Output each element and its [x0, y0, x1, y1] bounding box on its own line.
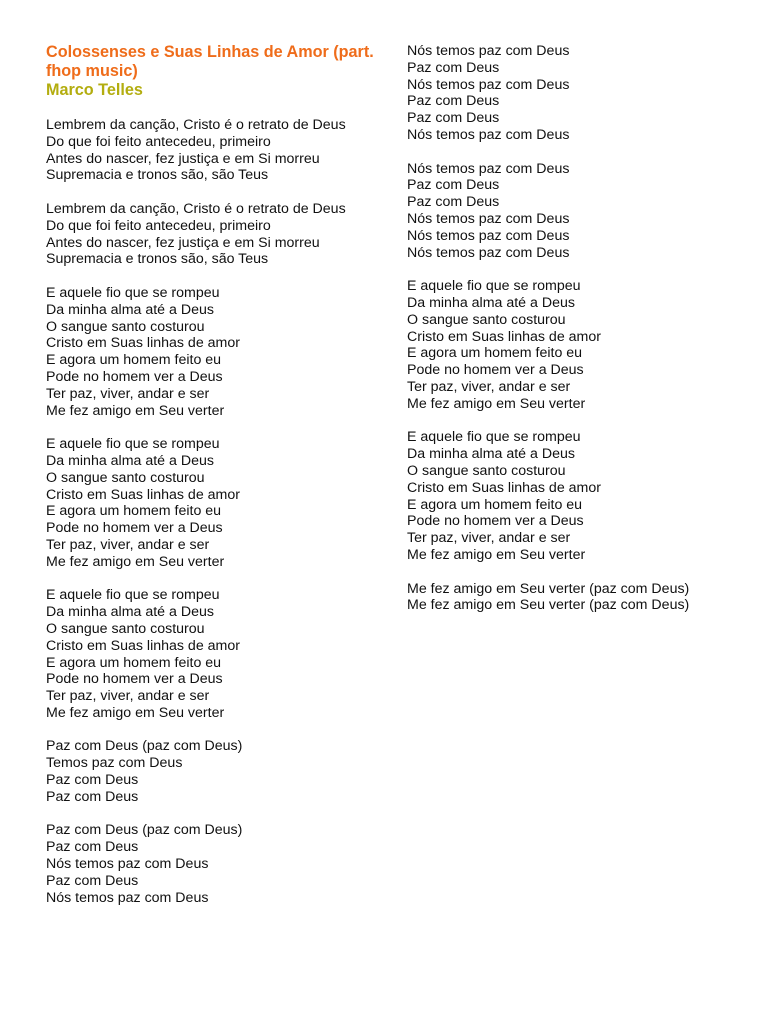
lyric-line: Paz com Deus: [46, 772, 139, 789]
lyric-line: Da minha alma até a Deus: [407, 446, 575, 463]
artist-name: Marco Telles: [46, 81, 143, 99]
lyric-stanza: [407, 278, 747, 412]
lyric-line: Paz com Deus: [46, 872, 139, 889]
left-column: [46, 43, 386, 923]
lyric-line: Da minha alma até a Deus: [46, 301, 214, 318]
lyric-line: Paz com Deus: [407, 194, 500, 211]
lyric-line: Da minha alma até a Deus: [46, 452, 214, 469]
lyric-line: E aquele fio que se rompeu: [407, 278, 581, 295]
lyric-line: Cristo em Suas linhas de amor: [46, 486, 240, 503]
lyric-line: Paz com Deus: [407, 110, 500, 127]
lyric-line: Antes do nascer, fez justiça e em Si morreu: [46, 234, 320, 251]
left-stanzas: [46, 117, 386, 906]
lyric-line: Me fez amigo em Seu verter: [46, 402, 225, 419]
lyric-stanza: [46, 201, 386, 268]
lyric-line: Paz com Deus: [46, 788, 139, 805]
lyric-stanza: [46, 738, 386, 805]
lyric-line: Lembrem da canção, Cristo é o retrato de Deus: [46, 200, 346, 217]
lyric-line: Cristo em Suas linhas de amor: [407, 328, 601, 345]
lyric-line: E agora um homem feito eu: [46, 352, 222, 369]
lyric-line: Paz com Deus: [46, 839, 139, 856]
lyric-line: E agora um homem feito eu: [46, 654, 222, 671]
lyric-stanza: [46, 117, 386, 184]
lyric-line: E agora um homem feito eu: [407, 345, 583, 362]
lyric-line: Cristo em Suas linhas de amor: [407, 479, 601, 496]
lyric-stanza: [407, 581, 747, 615]
lyric-line: O sangue santo costurou: [46, 469, 205, 486]
lyric-stanza: [407, 43, 747, 144]
lyric-line: E agora um homem feito eu: [46, 503, 222, 520]
lyric-line: Nós temos paz com Deus: [407, 227, 570, 244]
lyric-line: Paz com Deus (paz com Deus): [46, 738, 243, 755]
lyric-line: Da minha alma até a Deus: [407, 294, 575, 311]
right-column: [407, 43, 747, 631]
song-title: Colossenses e Suas Linhas de Amor (part. fhop music): [46, 43, 374, 80]
lyric-line: Do que foi feito antecedeu, primeiro: [46, 217, 271, 234]
lyric-line: E agora um homem feito eu: [407, 496, 583, 513]
lyric-line: Nós temos paz com Deus: [407, 210, 570, 227]
lyric-line: Nós temos paz com Deus: [407, 43, 570, 59]
lyric-line: Ter paz, viver, andar e ser: [407, 530, 571, 547]
lyric-line: Me fez amigo em Seu verter: [46, 553, 225, 570]
lyric-line: Temos paz com Deus: [46, 755, 183, 772]
lyric-line: Nós temos paz com Deus: [46, 889, 209, 906]
right-stanzas: [407, 43, 747, 614]
lyric-line: Ter paz, viver, andar e ser: [46, 385, 210, 402]
lyric-line: Cristo em Suas linhas de amor: [46, 637, 240, 654]
lyric-line: E aquele fio que se rompeu: [46, 284, 220, 301]
lyric-line: Ter paz, viver, andar e ser: [46, 688, 210, 705]
lyric-line: Antes do nascer, fez justiça e em Si morreu: [46, 150, 320, 167]
lyric-line: O sangue santo costurou: [407, 311, 566, 328]
lyric-line: Do que foi feito antecedeu, primeiro: [46, 133, 271, 150]
lyric-stanza: [46, 436, 386, 570]
lyric-line: Pode no homem ver a Deus: [407, 362, 584, 379]
lyric-line: Nós temos paz com Deus: [407, 126, 570, 143]
lyric-stanza: [407, 161, 747, 262]
lyric-line: Cristo em Suas linhas de amor: [46, 335, 240, 352]
lyric-line: Paz com Deus (paz com Deus): [46, 822, 243, 839]
lyric-line: Ter paz, viver, andar e ser: [407, 378, 571, 395]
lyric-stanza: [46, 587, 386, 721]
lyric-line: Nós temos paz com Deus: [407, 160, 570, 177]
lyric-line: Pode no homem ver a Deus: [46, 520, 223, 537]
lyric-line: Nós temos paz com Deus: [407, 76, 570, 93]
lyric-line: O sangue santo costurou: [46, 620, 205, 637]
lyric-line: Me fez amigo em Seu verter: [407, 546, 586, 563]
lyric-line: Supremacia e tronos são, são Teus: [46, 251, 269, 268]
lyric-line: Nós temos paz com Deus: [46, 856, 209, 873]
lyric-line: Paz com Deus: [407, 93, 500, 110]
lyric-line: E aquele fio que se rompeu: [46, 436, 220, 453]
lyric-line: Lembrem da canção, Cristo é o retrato de Deus: [46, 117, 346, 133]
lyric-stanza: [407, 429, 747, 563]
lyric-line: Supremacia e tronos são, são Teus: [46, 167, 269, 184]
lyric-line: Ter paz, viver, andar e ser: [46, 536, 210, 553]
lyric-line: Me fez amigo em Seu verter: [407, 395, 586, 412]
lyric-line: O sangue santo costurou: [46, 318, 205, 335]
lyric-line: Pode no homem ver a Deus: [46, 671, 223, 688]
lyric-line: Me fez amigo em Seu verter: [46, 704, 225, 721]
lyric-line: Pode no homem ver a Deus: [46, 368, 223, 385]
lyric-stanza: [46, 822, 386, 906]
lyric-line: E aquele fio que se rompeu: [407, 429, 581, 446]
lyric-line: O sangue santo costurou: [407, 462, 566, 479]
lyric-line: Da minha alma até a Deus: [46, 604, 214, 621]
lyric-stanza: [46, 285, 386, 419]
lyric-line: Nós temos paz com Deus: [407, 244, 570, 261]
lyric-line: Me fez amigo em Seu verter (paz com Deus): [407, 597, 690, 614]
lyric-line: Pode no homem ver a Deus: [407, 513, 584, 530]
lyric-line: Paz com Deus: [407, 59, 500, 76]
lyric-line: Me fez amigo em Seu verter (paz com Deus): [407, 580, 690, 597]
lyric-line: Paz com Deus: [407, 177, 500, 194]
lyric-line: E aquele fio que se rompeu: [46, 587, 220, 604]
